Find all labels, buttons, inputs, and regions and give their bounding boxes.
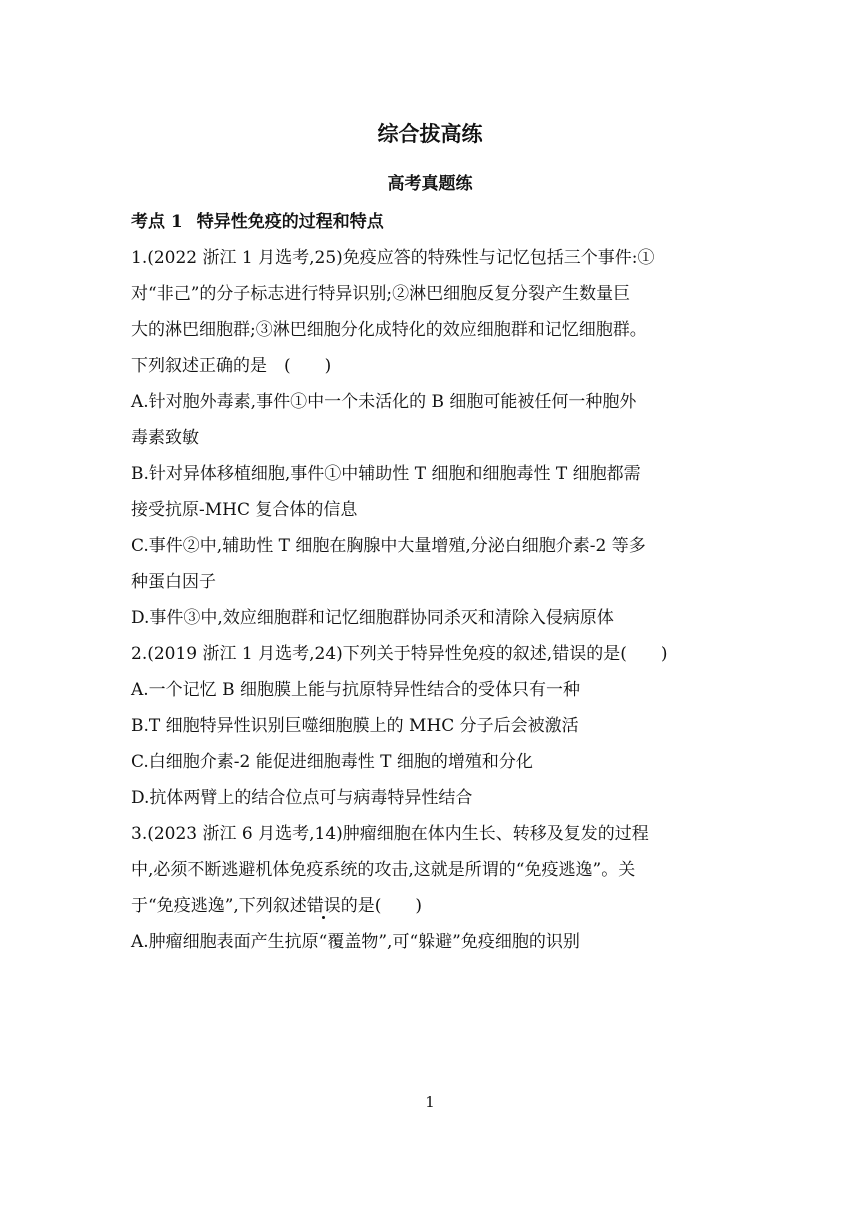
option-c-line: C.事件②中,辅助性 T 细胞在胸腺中大量增殖,分泌白细胞介素-2 等多 xyxy=(131,536,646,556)
option-d-line: D.抗体两臂上的结合位点可与病毒特异性结合 xyxy=(131,788,473,808)
option-a-line: A.针对胞外毒素,事件①中一个未活化的 B 细胞可能被任何一种胞外 xyxy=(131,392,637,412)
page-title: 综合拔高练 xyxy=(377,121,483,146)
content-body xyxy=(131,204,741,960)
section-number: 考点 1 xyxy=(131,212,183,232)
option-a-line: A.一个记忆 B 细胞膜上能与抗原特异性结合的受体只有一种 xyxy=(131,680,580,700)
option-b-line: B.T 细胞特异性识别巨噬细胞膜上的 MHC 分子后会被激活 xyxy=(131,716,579,736)
option-b-line: B.针对异体移植细胞,事件①中辅助性 T 细胞和细胞毒性 T 细胞都需 xyxy=(131,464,641,484)
question-stem-line: 下列叙述正确的是 ( ) xyxy=(131,356,332,376)
stem-text: 的是( ) xyxy=(340,896,423,916)
section-title: 特异性免疫的过程和特点 xyxy=(196,212,384,232)
question-3 xyxy=(131,816,741,960)
question-stem-line: 3.(2023 浙江 6 月选考,14)肿瘤细胞在体内生长、转移及复发的过程 xyxy=(131,824,649,844)
page-number: 1 xyxy=(425,1093,435,1111)
question-stem-line xyxy=(131,888,741,924)
option-d-line: D.事件③中,效应细胞群和记忆细胞群协同杀灭和清除入侵病原体 xyxy=(131,608,614,628)
page-subtitle: 高考真题练 xyxy=(387,174,473,194)
question-stem-line: 1.(2022 浙江 1 月选考,25)免疫应答的特殊性与记忆包括三个事件:① xyxy=(131,248,655,268)
section-heading xyxy=(131,204,741,240)
question-1 xyxy=(131,240,741,636)
question-stem-line: 大的淋巴细胞群;③淋巴细胞分化成特化的效应细胞群和记忆细胞群。 xyxy=(131,320,647,340)
question-stem-line: 对“非己”的分子标志进行特异识别;②淋巴细胞反复分裂产生数量巨 xyxy=(131,284,631,304)
option-a-line: A.肿瘤细胞表面产生抗原“覆盖物”,可“躲避”免疫细胞的识别 xyxy=(131,932,580,952)
option-b-line: 接受抗原-MHC 复合体的信息 xyxy=(131,500,358,520)
emphasis-text: 错误 xyxy=(306,896,341,916)
question-stem-line: 中,必须不断逃避机体免疫系统的攻击,这就是所谓的“免疫逃逸”。关 xyxy=(131,860,636,880)
option-a-line: 毒素致敏 xyxy=(131,428,199,448)
question-2 xyxy=(131,636,741,816)
question-stem-line: 2.(2019 浙江 1 月选考,24)下列关于特异性免疫的叙述,错误的是( ) xyxy=(131,644,668,664)
option-c-line: 种蛋白因子 xyxy=(131,572,216,592)
stem-text: 于“免疫逃逸”,下列叙述 xyxy=(131,896,307,916)
option-c-line: C.白细胞介素-2 能促进细胞毒性 T 细胞的增殖和分化 xyxy=(131,752,533,772)
